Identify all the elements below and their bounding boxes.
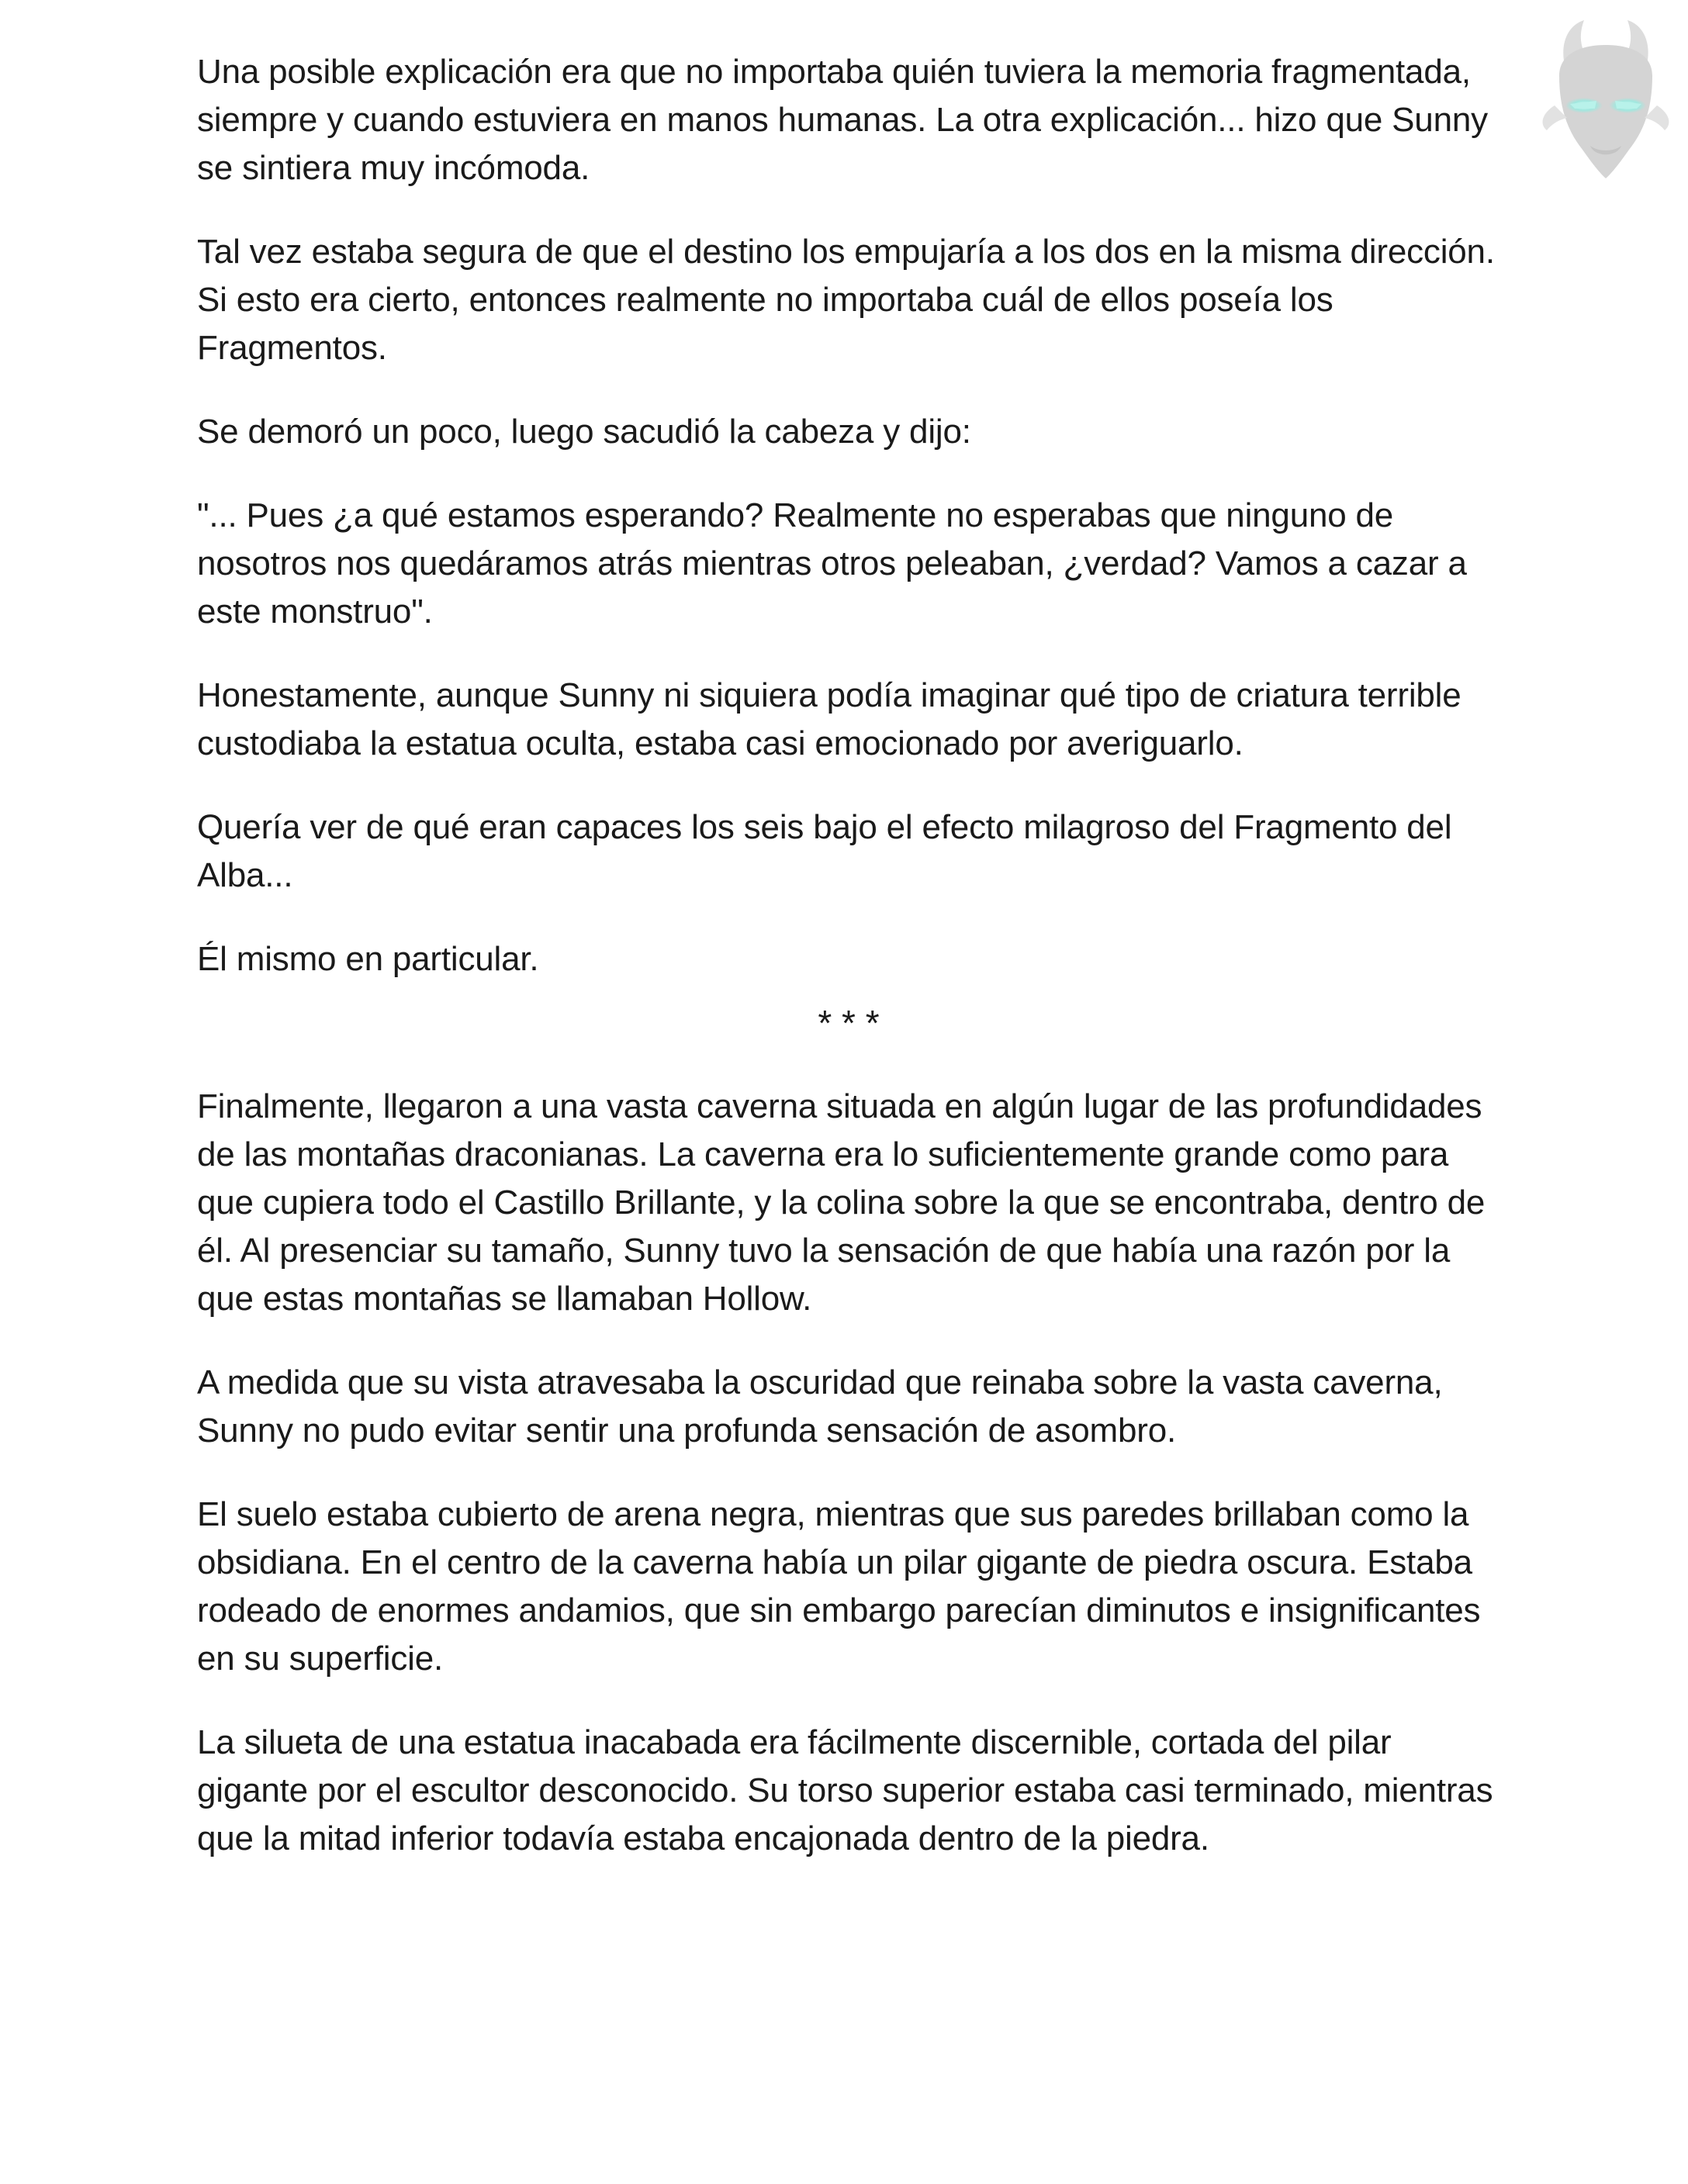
paragraph-1: Una posible explicación era que no importaba quién tuviera la memoria fragmentada, siempre y cuando estuviera en manos humanas. La otra explicación... hizo que Sunny se sintiera muy incómoda.: [197, 53, 1488, 187]
paragraph-11: La silueta de una estatua inacabada era fácilmente discernible, cortada del pilar gigante por el escultor desconocido. Su torso superior estaba casi terminado, mientras que la mitad inferior todavía estaba encajonada dentro de la piedra.: [197, 1723, 1493, 1857]
paragraph-8: Finalmente, llegaron a una vasta caverna situada en algún lugar de las profundidades de las montañas draconianas. La caverna era lo suficientemente grande como para que cupiera todo el Castillo Brillante, y la colina sobre la que se encontraba, dentro de él. Al presenciar su tamaño, Sunny tuvo la sensación de que había una razón por la que estas montañas se llamaban Hollow.: [197, 1087, 1486, 1318]
paragraph-6: Quería ver de qué eran capaces los seis bajo el efecto milagroso del Fragmento del Alba...: [197, 808, 1452, 894]
paragraph-9: A medida que su vista atravesaba la oscuridad que reinaba sobre la vasta caverna, Sunny no pudo evitar sentir una profunda sensación de asombro.: [197, 1363, 1443, 1450]
paragraph-2: Tal vez estaba segura de que el destino los empujaría a los dos en la misma dirección. Si esto era cierto, entonces realmente no importaba cuál de ellos poseía los Fragmentos.: [197, 233, 1495, 367]
paragraph-3: Se demoró un poco, luego sacudió la cabeza y dijo:: [197, 413, 971, 451]
paragraph-5: Honestamente, aunque Sunny ni siquiera podía imaginar qué tipo de criatura terrible custodiaba la estatua oculta, estaba casi emocionado por averiguarlo.: [197, 676, 1461, 762]
section-separator: * * *: [818, 1003, 880, 1043]
paragraph-7: Él mismo en particular.: [197, 940, 539, 978]
document-body: [197, 48, 1500, 1899]
horned-demon-logo-icon: [1536, 14, 1676, 185]
demon-head-svg: [1536, 14, 1676, 185]
paragraph-10: El suelo estaba cubierto de arena negra, mientras que sus paredes brillaban como la obsidiana. En el centro de la caverna había un pilar gigante de piedra oscura. Estaba rodeado de enormes andamios, que sin embargo parecían diminutos e insignificantes en su superficie.: [197, 1495, 1481, 1678]
paragraph-4: "... Pues ¿a qué estamos esperando? Realmente no esperabas que ninguno de nosotros nos quedáramos atrás mientras otros peleaban, ¿verdad? Vamos a cazar a este monstruo".: [197, 496, 1467, 631]
